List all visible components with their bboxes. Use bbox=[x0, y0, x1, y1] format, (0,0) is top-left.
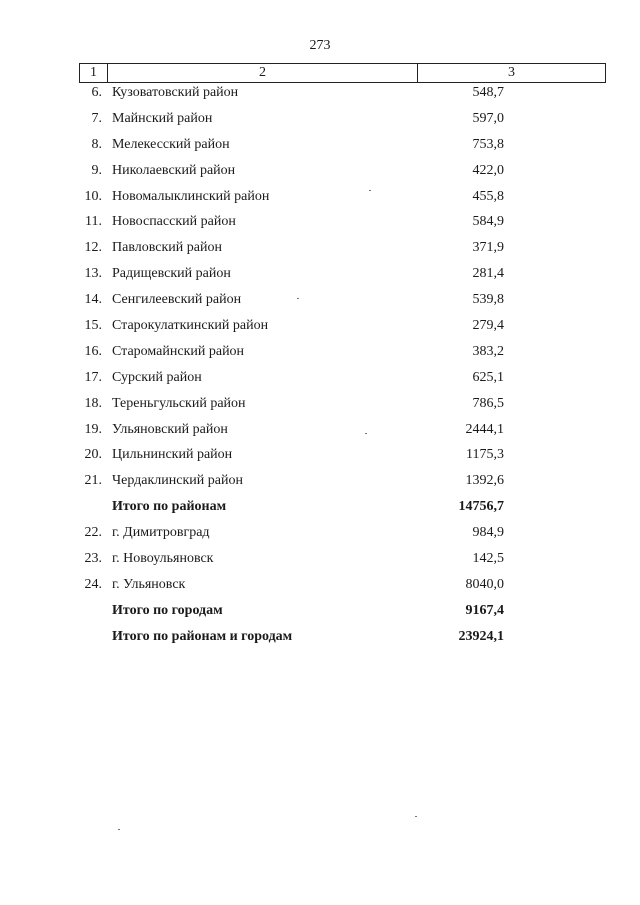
row-name: Итого по городам bbox=[112, 602, 223, 618]
row-name: г. Новоульяновск bbox=[112, 551, 214, 567]
row-number: 21. bbox=[84, 473, 102, 489]
row-value: 383,2 bbox=[472, 343, 504, 359]
row-value: 753,8 bbox=[472, 136, 504, 152]
row-value: 2444,1 bbox=[465, 421, 504, 437]
header-col-2: 2 bbox=[108, 64, 418, 82]
row-value: 9167,4 bbox=[465, 602, 504, 618]
scan-speck bbox=[118, 829, 120, 830]
row-value: 584,9 bbox=[472, 214, 504, 230]
row-name: Старомайнский район bbox=[112, 343, 245, 359]
row-name: Новоспасский район bbox=[112, 214, 236, 230]
row-value: 14756,7 bbox=[458, 499, 504, 515]
row-name: Итого по районам bbox=[112, 499, 227, 515]
table-row bbox=[0, 419, 640, 445]
table-row bbox=[0, 444, 640, 470]
row-value: 625,1 bbox=[472, 369, 504, 385]
page-number: 273 bbox=[309, 38, 331, 53]
scan-speck bbox=[369, 190, 371, 191]
row-number: 16. bbox=[84, 343, 102, 359]
row-value: 371,9 bbox=[472, 240, 504, 256]
row-name: Цильнинский район bbox=[112, 447, 233, 463]
row-number: 19. bbox=[84, 421, 102, 437]
row-value: 1392,6 bbox=[465, 473, 504, 489]
row-name: г. Ульяновск bbox=[112, 576, 186, 592]
table-body bbox=[0, 82, 640, 652]
scan-speck bbox=[415, 816, 417, 817]
row-name: Радищевский район bbox=[112, 266, 231, 282]
row-number: 18. bbox=[84, 395, 102, 411]
table-total-row bbox=[0, 600, 640, 626]
row-name: Новомалыклинский район bbox=[112, 188, 270, 204]
row-value: 597,0 bbox=[472, 110, 504, 126]
scan-speck bbox=[365, 433, 367, 434]
table-row bbox=[0, 574, 640, 600]
scan-speck bbox=[297, 298, 299, 299]
table-row bbox=[0, 393, 640, 419]
row-name: Итого по районам и городам bbox=[112, 628, 293, 644]
table-row bbox=[0, 341, 640, 367]
row-number: 22. bbox=[84, 525, 102, 541]
row-value: 142,5 bbox=[472, 551, 504, 567]
table-row bbox=[0, 211, 640, 237]
row-name: г. Димитровград bbox=[112, 525, 210, 541]
table-row bbox=[0, 289, 640, 315]
header-col-3: 3 bbox=[508, 65, 515, 80]
row-number: 14. bbox=[84, 292, 102, 308]
row-value: 548,7 bbox=[472, 85, 504, 100]
row-value: 455,8 bbox=[472, 188, 504, 204]
table-row bbox=[0, 82, 640, 108]
row-number: 12. bbox=[84, 240, 102, 256]
row-value: 1175,3 bbox=[466, 447, 504, 463]
row-value: 539,8 bbox=[472, 292, 504, 308]
row-number: 23. bbox=[84, 551, 102, 567]
table-row bbox=[0, 160, 640, 186]
table-total-row bbox=[0, 626, 640, 652]
table-row bbox=[0, 548, 640, 574]
row-number: 15. bbox=[84, 318, 102, 334]
row-value: 422,0 bbox=[472, 162, 504, 178]
row-name: Сурский район bbox=[112, 369, 202, 385]
table-row bbox=[0, 237, 640, 263]
table-row bbox=[0, 263, 640, 289]
row-number: 17. bbox=[84, 369, 102, 385]
row-number: 7. bbox=[91, 110, 102, 126]
table-row bbox=[0, 470, 640, 496]
table-row bbox=[0, 315, 640, 341]
table-row bbox=[0, 186, 640, 212]
row-name: Майнский район bbox=[112, 110, 213, 126]
row-number: 8. bbox=[91, 136, 102, 152]
header-col-1: 1 bbox=[80, 64, 108, 82]
table-row bbox=[0, 134, 640, 160]
row-name: Николаевский район bbox=[112, 162, 236, 178]
row-number: 13. bbox=[84, 266, 102, 282]
row-number: 9. bbox=[91, 162, 102, 178]
row-number: 24. bbox=[84, 576, 102, 592]
row-name: Сенгилеевский район bbox=[112, 292, 242, 308]
row-name: Старокулаткинский район bbox=[112, 318, 269, 334]
row-name: Тереньгульский район bbox=[112, 395, 246, 411]
row-number: 10. bbox=[84, 188, 102, 204]
row-name: Мелекесский район bbox=[112, 136, 230, 152]
row-value: 984,9 bbox=[472, 525, 504, 541]
row-value: 23924,1 bbox=[458, 628, 504, 644]
row-name: Павловский район bbox=[112, 240, 222, 256]
row-value: 786,5 bbox=[472, 395, 504, 411]
row-value: 279,4 bbox=[472, 318, 504, 334]
table-row bbox=[0, 522, 640, 548]
table-row bbox=[0, 367, 640, 393]
row-name: Ульяновский район bbox=[112, 421, 228, 437]
table-header bbox=[79, 63, 606, 83]
row-value: 281,4 bbox=[472, 266, 504, 282]
row-number: 6. bbox=[91, 85, 102, 100]
row-name: Кузоватовский район bbox=[112, 85, 239, 100]
row-number: 20. bbox=[84, 447, 102, 463]
row-number: 11. bbox=[85, 214, 102, 230]
row-name: Чердаклинский район bbox=[112, 473, 243, 489]
row-value: 8040,0 bbox=[465, 576, 504, 592]
table-total-row bbox=[0, 496, 640, 522]
table-row bbox=[0, 108, 640, 134]
